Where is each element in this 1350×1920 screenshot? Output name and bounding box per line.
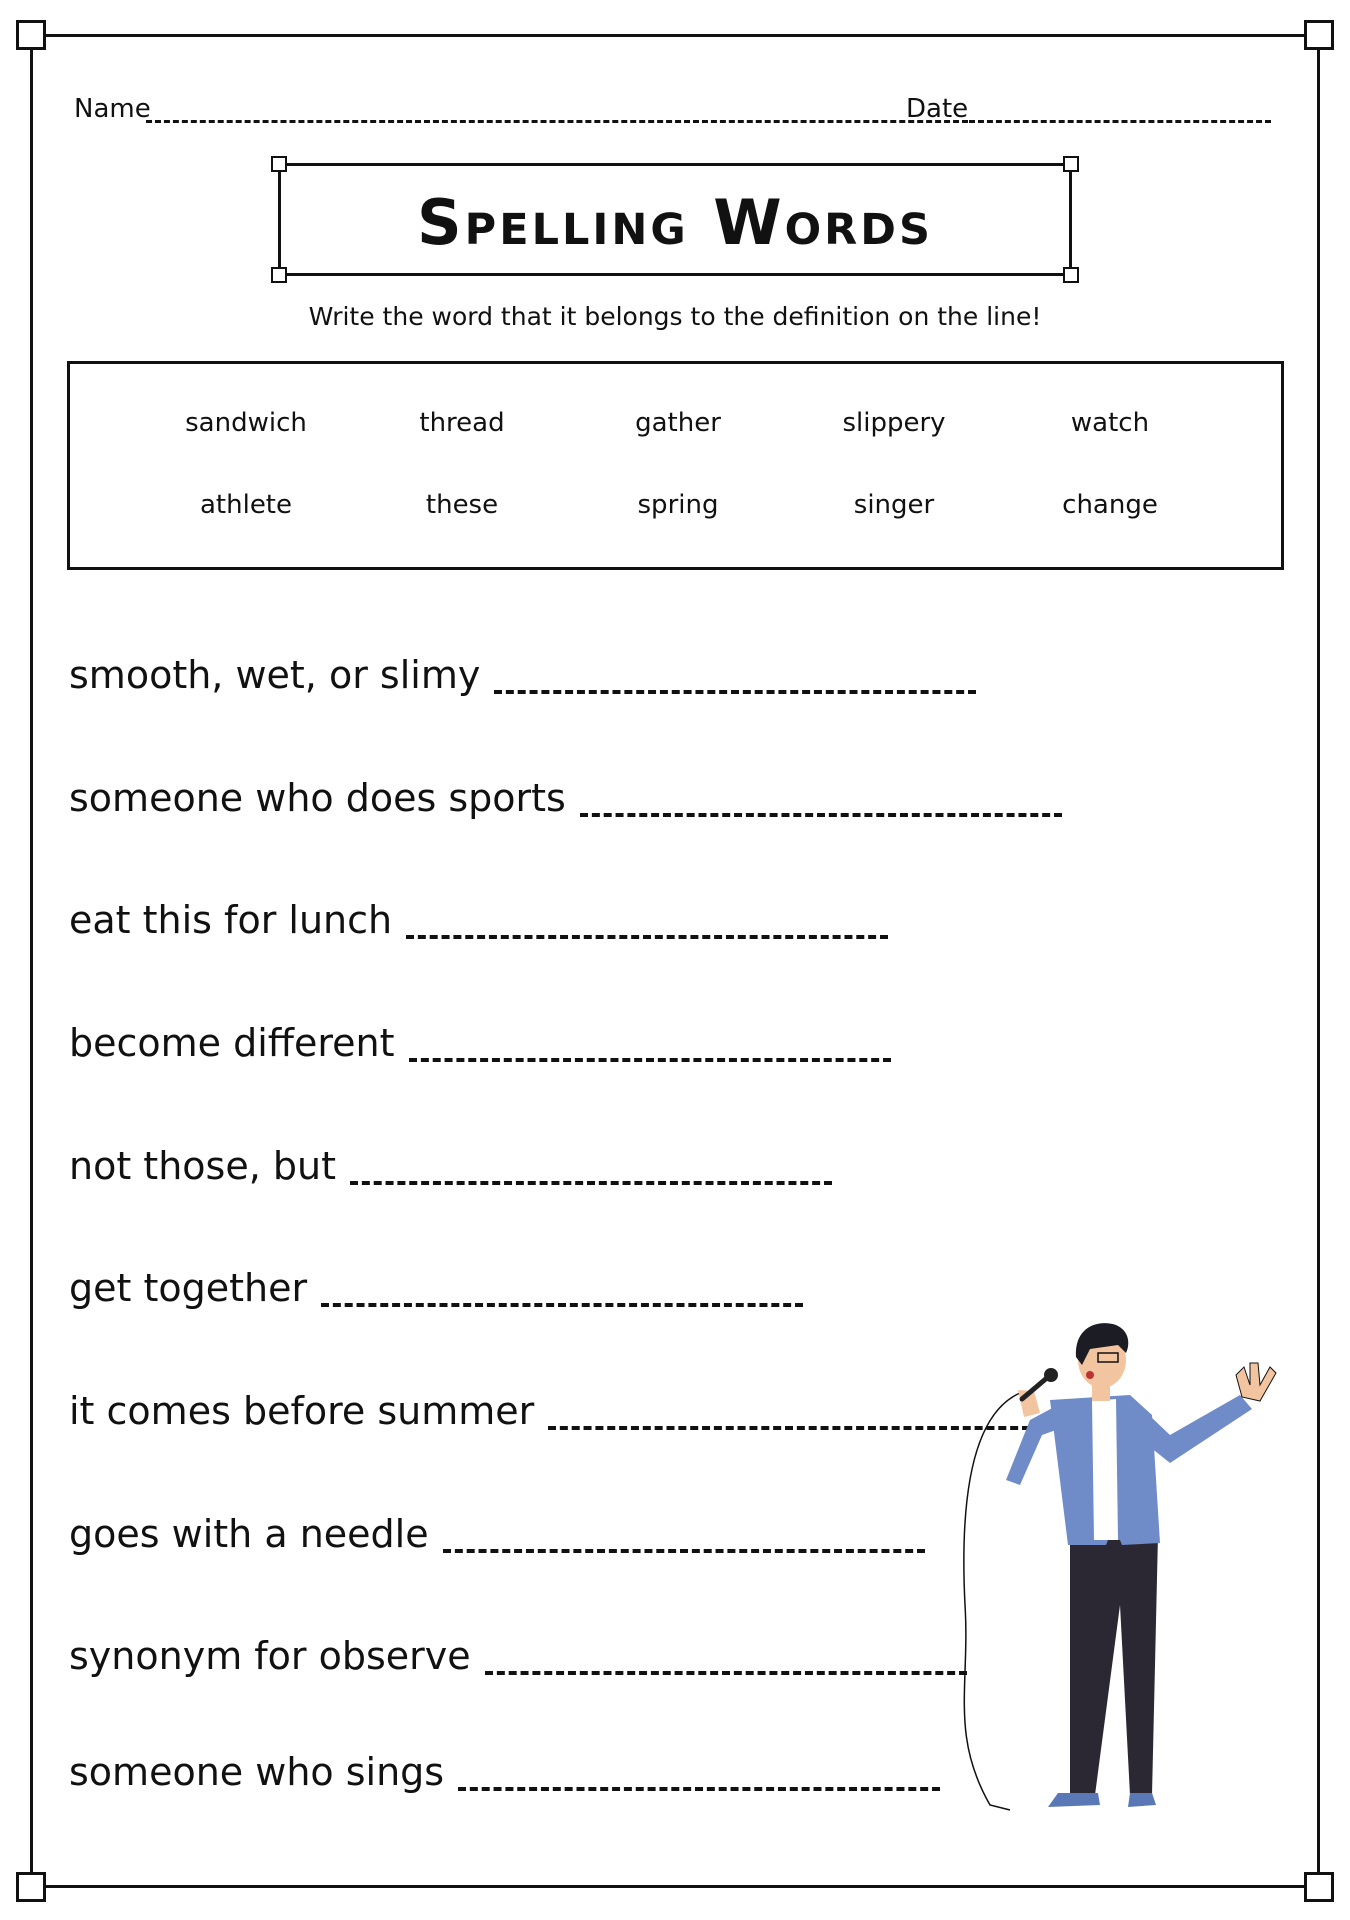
question-text: someone who does sports <box>69 776 566 820</box>
question-row <box>69 1634 967 1678</box>
question-row <box>69 776 1062 820</box>
question-text: eat this for lunch <box>69 898 393 942</box>
answer-line[interactable] <box>458 1787 940 1791</box>
question-row <box>69 1266 803 1310</box>
question-row <box>69 898 888 942</box>
bank-word: spring <box>637 490 719 520</box>
right-shoe <box>1128 1793 1156 1807</box>
frame-corner <box>16 1872 46 1902</box>
name-date-row <box>74 92 1274 132</box>
question-text: not those, but <box>69 1144 336 1188</box>
question-text: goes with a needle <box>69 1512 429 1556</box>
page-title: Spelling Words <box>417 186 933 259</box>
title-handle <box>1063 267 1079 283</box>
answer-line[interactable] <box>409 1058 891 1062</box>
bank-word: thread <box>419 408 505 438</box>
frame-corner <box>1304 20 1334 50</box>
frame-top <box>30 34 1320 37</box>
title-handle <box>271 156 287 172</box>
question-row <box>69 1750 940 1794</box>
shirt <box>1092 1399 1118 1540</box>
answer-line[interactable] <box>485 1671 967 1675</box>
question-text: someone who sings <box>69 1750 445 1794</box>
title-handle <box>1063 156 1079 172</box>
bank-word: these <box>425 490 499 520</box>
answer-line[interactable] <box>580 813 1062 817</box>
question-row <box>69 1021 891 1065</box>
right-hand <box>1236 1363 1276 1401</box>
question-text: become different <box>69 1021 395 1065</box>
name-field[interactable] <box>146 120 968 123</box>
answer-line[interactable] <box>494 690 976 694</box>
mic-cable <box>964 1393 1020 1810</box>
answer-line[interactable] <box>443 1549 925 1553</box>
bank-word: watch <box>1070 408 1150 438</box>
bank-word: change <box>1062 490 1158 520</box>
left-shoe <box>1048 1793 1100 1807</box>
microphone-head <box>1044 1368 1058 1382</box>
bank-word: slippery <box>842 408 946 438</box>
answer-line[interactable] <box>350 1181 832 1185</box>
question-row <box>69 1144 832 1188</box>
question-row <box>69 1389 1030 1433</box>
bank-word: athlete <box>199 490 292 520</box>
question-row <box>69 653 976 697</box>
frame-corner <box>16 20 46 50</box>
question-text: smooth, wet, or slimy <box>69 653 481 697</box>
date-label: Date <box>906 94 969 124</box>
question-row <box>69 1512 925 1556</box>
frame-corner <box>1304 1872 1334 1902</box>
date-field[interactable] <box>969 120 1271 123</box>
question-text: synonym for observe <box>69 1634 471 1678</box>
pants <box>1070 1535 1158 1795</box>
title-handle <box>271 267 287 283</box>
bank-word: gather <box>635 408 721 438</box>
mouth <box>1086 1371 1094 1379</box>
instruction: Write the word that it belongs to the definition on the line! <box>308 302 1042 331</box>
singer-illustration <box>930 1305 1300 1825</box>
answer-line[interactable] <box>321 1303 803 1307</box>
word-bank <box>67 361 1284 570</box>
bank-word: singer <box>853 490 935 520</box>
question-text: get together <box>69 1266 308 1310</box>
name-label: Name <box>74 94 151 124</box>
title-box <box>278 163 1072 276</box>
question-text: it comes before summer <box>69 1389 535 1433</box>
answer-line[interactable] <box>406 935 888 939</box>
bank-word: sandwich <box>185 408 307 438</box>
frame-bottom <box>30 1885 1320 1888</box>
